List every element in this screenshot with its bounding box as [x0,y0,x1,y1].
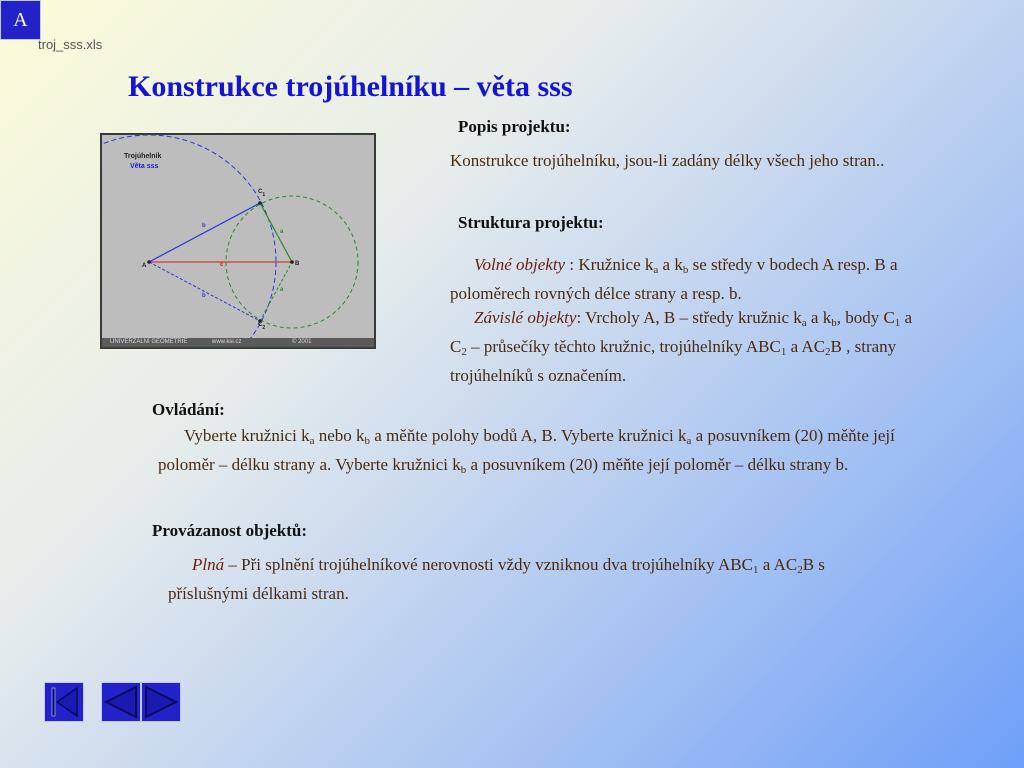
next-page-button[interactable] [141,682,181,722]
side-b-lower [149,262,260,321]
plna-label: Plná [192,555,225,574]
text-struktura: Volné objekty : Kružnice $k_a$ a $k_b$ se středy v bodech A resp. B a poloměrech rovných délce strany a resp. b. Závislé objekty: Vrcholy A, B – středy kružnic $k_a$ a $k_b$, body $C_1$ a $C_2$ – průsečíky těchto kružnic, trojúhelníky $ABC_1$ a $AC_2B$ , strany trojúhelníků s označením. [450,255,913,385]
file-label: troj_sss.xls [38,37,103,52]
point-b [290,260,294,264]
thumbnail-footer [102,338,374,347]
text-popis: Konstrukce trojúhelníku, jsou-li zadány délky všech jeho stran.. [450,151,885,170]
first-page-icon [45,683,83,721]
heading-provazanost: Provázanost objektů: [152,521,308,540]
previous-page-button[interactable] [101,682,141,722]
label-a-lower: a [280,287,284,293]
point-a [147,260,151,264]
page-title: Konstrukce trojúhelníku – věta sss [128,70,573,103]
label-c1: $C_1$ [258,189,266,198]
a-button[interactable]: A [0,0,41,40]
footer-text-3: © 2001 [292,339,312,345]
side-b-upper [149,203,260,262]
volne-objekty-label: Volné objekty [474,255,566,274]
heading-popis: Popis projektu: [458,117,571,136]
heading-ovladani: Ovládání: [152,400,225,419]
heading-struktura: Struktura projektu: [458,213,604,232]
text-ovladani: Vyberte kružnici $k_a$ nebo $k_b$ a měňte polohy bodů A, B. Vyberte kružnici $k_a$ a posuvníkem (20) měňte její poloměr – délku strany a. Vyberte kružnici $k_b$ a posuvníkem (20) měňte její poloměr – délku strany b. [158,426,895,476]
footer-text-1: UNIVERZÁLNÍ GEOMETRIE [110,339,188,345]
first-page-button[interactable] [44,682,84,722]
label-b: B [295,261,300,267]
footer-text-2: www.ksi.cz [212,339,242,345]
label-a-upper: a [280,229,284,235]
label-b-lower: b [202,293,206,299]
previous-page-icon [102,683,140,721]
thumbnail-title: Trojúhelník [124,153,162,160]
text-provazanost: Plná – Při splnění trojúhelníkové nerovnosti vždy vzniknou dva trojúhelníky $ABC_1$ a $AC_2B$ s příslušnými délkami stran. [168,555,825,603]
project-thumbnail [100,133,376,349]
point-c1 [258,201,262,205]
label-b-upper: b [202,223,206,229]
label-c2: $C_2$ [258,322,266,331]
zavisle-objekty-label: Závislé objekty [474,308,577,327]
thumbnail-subtitle: Věta sss [130,163,159,170]
label-a: A [142,263,147,269]
label-c: c [220,262,224,268]
next-page-icon [142,683,180,721]
